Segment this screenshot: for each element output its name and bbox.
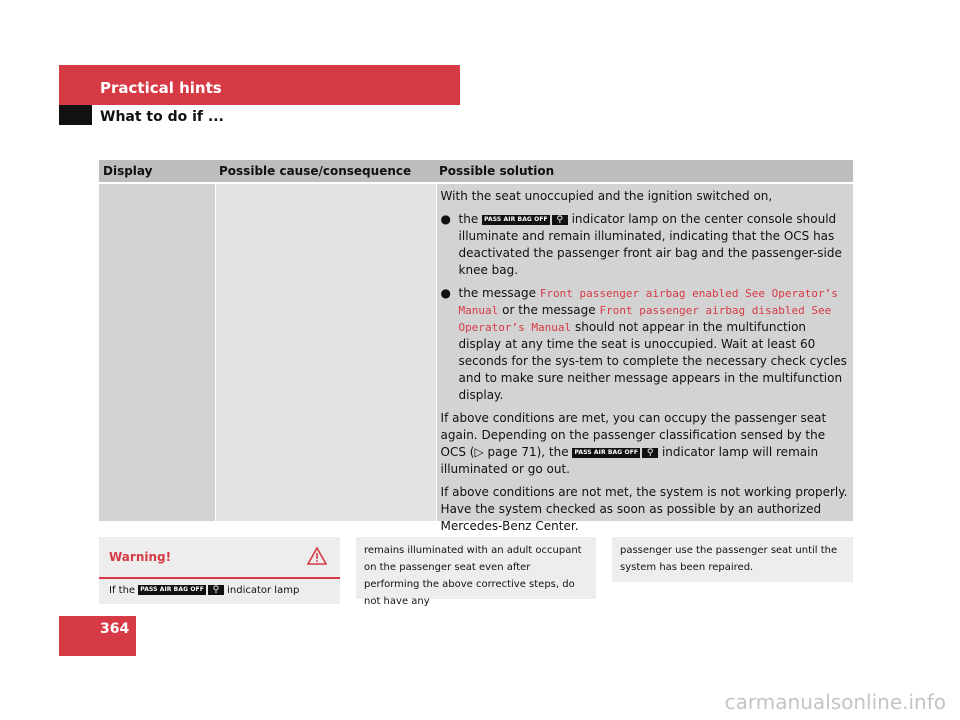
warning-triangle-icon [307,547,327,565]
seat-occupant-icon: ⚲ [208,585,224,595]
solution-intro: With the seat unoccupied and the ignition switched on, [440,189,773,203]
solution-para-2: If above conditions are met, you can occupy the passenger seat again. Depending on the passenger classification sensed by the OCS (▷ page 71), the PASS AIR BAG OFF ⚲ indicator lamp will remain illuminated or go out. [440,411,827,476]
bullet-dot-icon: ● [440,212,452,226]
cell-possible-cause [216,184,436,521]
cell-possible-solution [437,184,853,533]
seat-occupant-icon: ⚲ [552,215,568,225]
seat-occupant-icon: ⚲ [642,448,658,458]
solution-table [99,160,853,533]
col-header-possible-solution: Possible solution [439,164,555,178]
solution-bullet-1: ● the PASS AIR BAG OFF ⚲ indicator lamp on the center console should illuminate and remain illuminated, indicating that the OCS has deactivated the passenger front air bag and the passenger-side knee bag. [440,212,842,277]
table-row [99,184,853,533]
display-message-disabled: Front passenger airbag disabled See Operator’s Manual [458,304,832,334]
warning-divider [99,577,340,579]
warning-text: If the PASS AIR BAG OFF ⚲ indicator lamp [109,585,300,596]
col-header-possible-cause: Possible cause/consequence [219,164,412,178]
pass-airbag-off-icon: PASS AIR BAG OFF [574,448,639,456]
col-header-display-message: Display [103,164,153,178]
header-marker [59,105,92,125]
warning-title: Warning! [109,550,172,564]
table-header-row [99,160,853,182]
page-number: 364 [100,621,130,637]
bullet-dot-icon: ● [440,286,452,300]
page-reference[interactable]: ▷ page 71 [474,445,537,459]
warning-box [99,537,340,604]
warning-continuation-2: passenger use the passenger seat until the system has been repaired. [612,537,853,582]
section-title: Practical hints [100,79,222,97]
solution-bullet-2: ● the message Front passenger airbag enabled See Operator’s Manual or the message Front passenger airbag disabled See Operator’s Manual should not appear in the multifunction display at any time the seat is unoccupied. Wait at least 60 seconds for the sys-tem to complete the necessary check cycles and to make sure neither message appears in the multifunction display. [440,286,847,402]
display-message-enabled: Front passenger airbag enabled See Operator’s Manual [458,287,838,317]
warning-continuation-1: remains illuminated with an adult occupant on the passenger seat even after performing the above corrective steps, do not have any [356,537,596,599]
solution-para-3: If above conditions are not met, the system is not working properly. Have the system checked as soon as possible by an authorized Mercedes-Benz Center. [440,485,848,533]
cell-display-message [99,184,215,521]
section-subtitle: What to do if ... [100,109,224,125]
pass-airbag-off-icon: PASS AIR BAG OFF [140,586,204,593]
watermark: carmanualsonline.info [724,690,946,714]
pass-airbag-off-icon: PASS AIR BAG OFF [484,215,548,223]
